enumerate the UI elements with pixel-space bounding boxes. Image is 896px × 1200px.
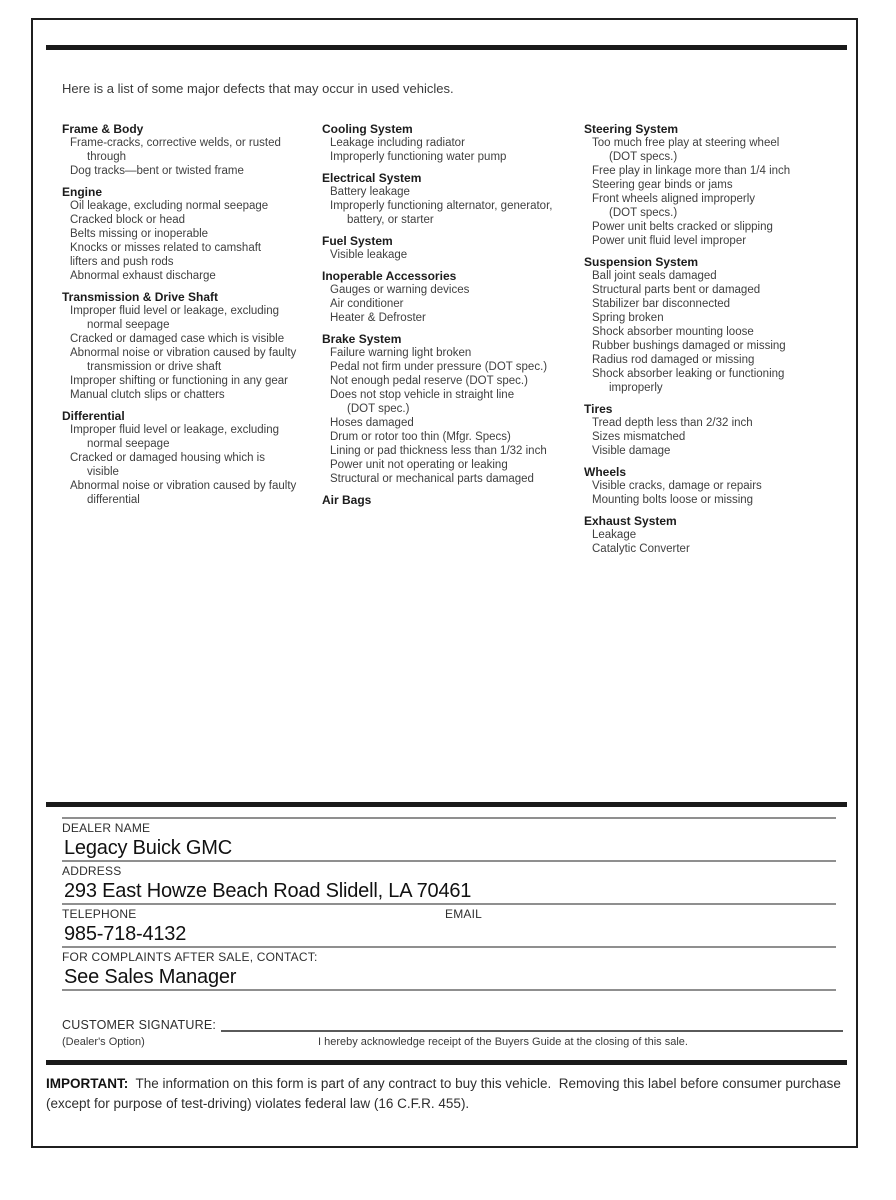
defect-section-title: Fuel System bbox=[322, 234, 393, 248]
defect-item: Too much free play at steering wheel bbox=[592, 137, 780, 149]
defect-item: (DOT specs.) bbox=[609, 151, 678, 163]
defect-section bbox=[322, 234, 584, 262]
defect-item: Structural or mechanical parts damaged bbox=[330, 473, 534, 485]
defect-section-title: Frame & Body bbox=[62, 122, 144, 136]
defect-item: Tread depth less than 2/32 inch bbox=[592, 417, 753, 429]
defect-section bbox=[322, 332, 584, 486]
intro-text: Here is a list of some major defects that may occur in used vehicles. bbox=[62, 81, 454, 96]
buyers-guide-back-page bbox=[31, 18, 858, 1148]
telephone-email-field bbox=[62, 903, 836, 946]
dealer-info-form bbox=[62, 817, 836, 991]
defect-item: (DOT spec.) bbox=[347, 403, 410, 415]
dealer-name-label: DEALER NAME bbox=[62, 821, 151, 835]
defect-item: Failure warning light broken bbox=[330, 347, 472, 359]
defect-section-title: Inoperable Accessories bbox=[322, 269, 457, 283]
form-bottom-line bbox=[62, 989, 836, 991]
defect-item: Manual clutch slips or chatters bbox=[70, 389, 225, 401]
defect-item: Dog tracks—bent or twisted frame bbox=[70, 165, 244, 177]
defect-item: Abnormal noise or vibration caused by faulty bbox=[70, 480, 297, 492]
defect-item: Mounting bolts loose or missing bbox=[592, 494, 754, 506]
defect-section bbox=[584, 255, 843, 395]
defect-item: Improper fluid level or leakage, excluding bbox=[70, 305, 280, 317]
defect-section bbox=[62, 185, 322, 283]
defect-section-title: Electrical System bbox=[322, 171, 422, 185]
defect-item: Not enough pedal reserve (DOT spec.) bbox=[330, 375, 528, 387]
signature-sub-row bbox=[62, 1036, 843, 1048]
defect-column bbox=[62, 122, 322, 507]
defect-section-title: Differential bbox=[62, 409, 125, 423]
defect-item: Spring broken bbox=[592, 312, 664, 324]
defect-item: Lining or pad thickness less than 1/32 inch bbox=[330, 445, 547, 457]
top-divider-rule bbox=[46, 45, 847, 50]
defect-item: Knocks or misses related to camshaft bbox=[70, 242, 262, 254]
defect-item: Power unit not operating or leaking bbox=[330, 459, 508, 471]
defect-section-title: Suspension System bbox=[584, 255, 699, 269]
defect-item: Sizes mismatched bbox=[592, 431, 686, 443]
important-notice bbox=[46, 1074, 846, 1114]
defect-item: Improperly functioning alternator, generator, bbox=[330, 200, 553, 212]
defect-item: Power unit belts cracked or slipping bbox=[592, 221, 773, 233]
address-field bbox=[62, 860, 836, 903]
bottom-divider-rule bbox=[46, 1060, 847, 1065]
defect-item: Steering gear binds or jams bbox=[592, 179, 733, 191]
defect-item: Improper shifting or functioning in any gear bbox=[70, 375, 288, 387]
defect-item: Abnormal noise or vibration caused by faulty bbox=[70, 347, 297, 359]
defect-section bbox=[322, 493, 584, 507]
defect-item: Cracked or damaged case which is visible bbox=[70, 333, 285, 345]
defect-section-title: Cooling System bbox=[322, 122, 413, 136]
defect-item: visible bbox=[87, 466, 119, 478]
defect-item: Does not stop vehicle in straight line bbox=[330, 389, 515, 401]
address-value: 293 East Howze Beach Road Slidell, LA 70461 bbox=[64, 880, 472, 902]
defect-item: through bbox=[87, 151, 127, 163]
defect-item: battery, or starter bbox=[347, 214, 434, 226]
defect-item: Visible damage bbox=[592, 445, 671, 457]
defect-item: Battery leakage bbox=[330, 186, 410, 198]
defect-item: Oil leakage, excluding normal seepage bbox=[70, 200, 269, 212]
defect-section-title: Tires bbox=[584, 402, 613, 416]
defect-section bbox=[62, 409, 322, 507]
complaints-value: See Sales Manager bbox=[64, 966, 237, 988]
defect-item: normal seepage bbox=[87, 438, 170, 450]
defect-item: Radius rod damaged or missing bbox=[592, 354, 755, 366]
defect-item: Free play in linkage more than 1/4 inch bbox=[592, 165, 791, 177]
signature-line bbox=[221, 1019, 843, 1032]
customer-signature-label: CUSTOMER SIGNATURE: bbox=[62, 1018, 217, 1032]
defect-item: Abnormal exhaust discharge bbox=[70, 270, 216, 282]
defect-section bbox=[322, 269, 584, 325]
important-text: The information on this form is part of any contract to buy this vehicle. Removing this label before consumer purchase (except for purpose of test-driving) violates federal law (16 C.F.R. 455). bbox=[46, 1076, 845, 1111]
complaints-label: FOR COMPLAINTS AFTER SALE, CONTACT: bbox=[62, 950, 318, 964]
defect-item: Cracked or damaged housing which is bbox=[70, 452, 265, 464]
defect-section bbox=[322, 122, 584, 164]
telephone-value: 985-718-4132 bbox=[64, 923, 187, 945]
defect-item: Improper fluid level or leakage, excluding bbox=[70, 424, 280, 436]
defect-section bbox=[584, 402, 843, 458]
address-label: ADDRESS bbox=[62, 864, 122, 878]
defect-item: Stabilizer bar disconnected bbox=[592, 298, 731, 310]
signature-row bbox=[62, 1018, 843, 1032]
dealer-name-value: Legacy Buick GMC bbox=[64, 837, 232, 859]
defect-section-title: Transmission & Drive Shaft bbox=[62, 290, 219, 304]
defect-item: Leakage including radiator bbox=[330, 137, 465, 149]
defect-item: transmission or drive shaft bbox=[87, 361, 222, 373]
defect-section-title: Engine bbox=[62, 185, 103, 199]
defect-item: Cracked block or head bbox=[70, 214, 186, 226]
signature-block bbox=[62, 1018, 843, 1048]
telephone-email-label-row bbox=[62, 908, 836, 921]
acknowledgement-text: I hereby acknowledge receipt of the Buyers Guide at the closing of this sale. bbox=[318, 1036, 688, 1048]
defect-section-title: Air Bags bbox=[322, 493, 372, 507]
mid-divider-rule bbox=[46, 802, 847, 807]
defect-item: Visible cracks, damage or repairs bbox=[592, 480, 762, 492]
dealers-option-note: (Dealer's Option) bbox=[62, 1036, 145, 1048]
defect-column bbox=[584, 122, 843, 556]
defect-item: Catalytic Converter bbox=[592, 543, 690, 555]
defect-item: Shock absorber mounting loose bbox=[592, 326, 754, 338]
defect-item: Power unit fluid level improper bbox=[592, 235, 747, 247]
defect-item: Gauges or warning devices bbox=[330, 284, 470, 296]
defect-section-title: Exhaust System bbox=[584, 514, 677, 528]
defect-section bbox=[62, 290, 322, 402]
defect-item: Hoses damaged bbox=[330, 417, 414, 429]
defect-section-title: Brake System bbox=[322, 332, 402, 346]
defect-item: Leakage bbox=[592, 529, 637, 541]
defect-item: lifters and push rods bbox=[70, 256, 174, 268]
defect-item: improperly bbox=[609, 382, 663, 394]
defect-item: (DOT specs.) bbox=[609, 207, 678, 219]
defect-item: Shock absorber leaking or functioning bbox=[592, 368, 785, 380]
defect-item: normal seepage bbox=[87, 319, 170, 331]
defect-item: Air conditioner bbox=[330, 298, 404, 310]
defect-section-title: Steering System bbox=[584, 122, 679, 136]
email-label: EMAIL bbox=[445, 907, 483, 921]
defect-section bbox=[322, 171, 584, 227]
defect-section bbox=[62, 122, 322, 178]
defect-item: Frame-cracks, corrective welds, or rusted bbox=[70, 137, 281, 149]
defect-item: Heater & Defroster bbox=[330, 312, 426, 324]
defect-list-columns bbox=[62, 122, 843, 802]
defect-item: Pedal not firm under pressure (DOT spec.) bbox=[330, 361, 548, 373]
defect-item: Front wheels aligned improperly bbox=[592, 193, 755, 205]
telephone-label: TELEPHONE bbox=[62, 907, 137, 921]
defect-item: Ball joint seals damaged bbox=[592, 270, 717, 282]
defect-item: Visible leakage bbox=[330, 249, 408, 261]
defect-item: differential bbox=[87, 494, 140, 506]
defect-item: Rubber bushings damaged or missing bbox=[592, 340, 786, 352]
defect-section bbox=[584, 465, 843, 507]
defect-item: Structural parts bent or damaged bbox=[592, 284, 761, 296]
dealer-name-field bbox=[62, 817, 836, 860]
defect-section bbox=[584, 514, 843, 556]
defect-column bbox=[322, 122, 584, 507]
defect-item: Belts missing or inoperable bbox=[70, 228, 209, 240]
important-label: IMPORTANT: bbox=[46, 1076, 129, 1091]
defect-section-title: Wheels bbox=[584, 465, 627, 479]
complaints-contact-field bbox=[62, 946, 836, 989]
defect-section bbox=[584, 122, 843, 248]
defect-item: Drum or rotor too thin (Mfgr. Specs) bbox=[330, 431, 511, 443]
defect-item: Improperly functioning water pump bbox=[330, 151, 507, 163]
